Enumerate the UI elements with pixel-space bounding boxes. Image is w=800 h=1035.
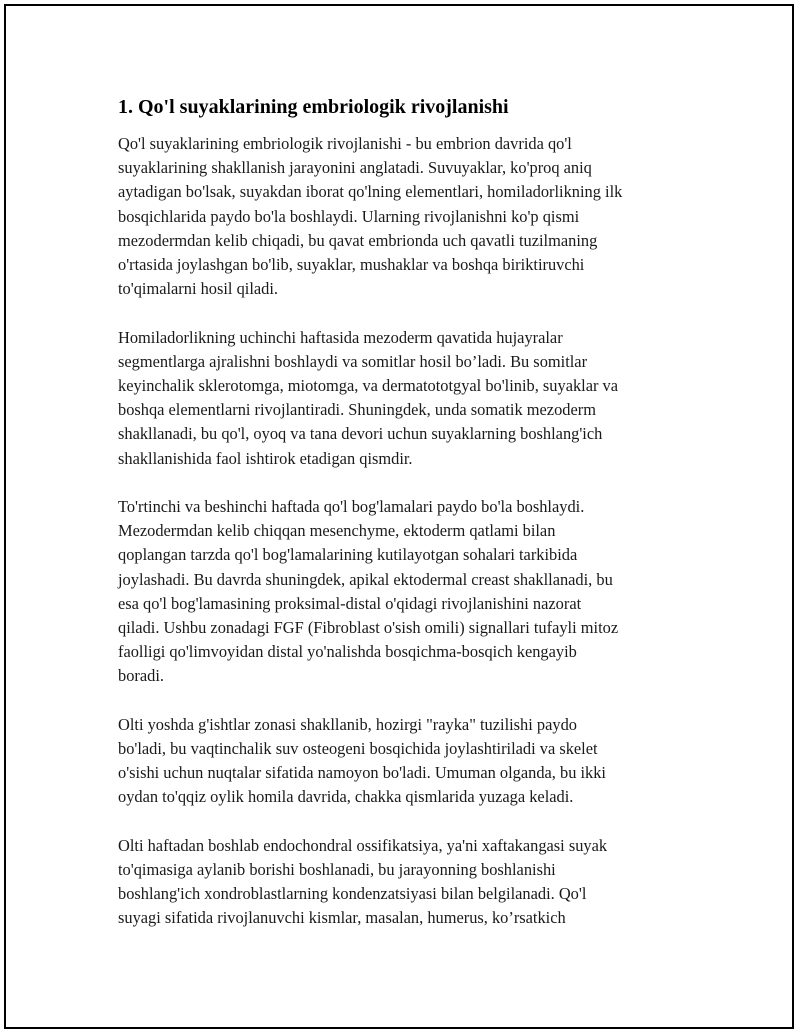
- text-line: qoplangan tarzda qo'l bog'lamalarining kutilayotgan sohalari tarkibida: [118, 545, 578, 565]
- text-line: keyinchalik sklerotomga, miotomga, va dermatototgyal bo'linib, suyaklar va: [118, 376, 619, 396]
- paragraph-3: [118, 495, 688, 689]
- text-line: to'qimasiga aylanib borishi boshlanadi, bu jarayonning boshlanishi: [118, 860, 556, 880]
- text-line: To'rtinchi va beshinchi haftada qo'l bog'lamalari paydo bo'la boshlaydi.: [118, 497, 585, 517]
- text-line: mezodermdan kelib chiqadi, bu qavat embrionda uch qavatli tuzilmaning: [118, 230, 598, 250]
- text-line: aytadigan bo'lsak, suyakdan iborat qo'lning elementlari, homiladorlikning ilk: [118, 182, 623, 202]
- text-line: bosqichlarida paydo bo'la boshlaydi. Ularning rivojlanishni ko'p qismi: [118, 206, 580, 226]
- section-heading: 1. Qo'l suyaklarining embriologik rivojlanishi: [118, 96, 509, 118]
- text-line: joylashadi. Bu davrda shuningdek, apikal ektodermal creast shakllanadi, bu: [118, 569, 613, 589]
- text-line: oydan to'qqiz oylik homila davrida, chakka qismlarida yuzaga keladi.: [118, 787, 574, 807]
- text-line: boradi.: [118, 666, 164, 686]
- paragraph-4: [118, 713, 688, 810]
- text-line: Qo'l suyaklarining embriologik rivojlanishi - bu embrion davrida qo'l: [118, 134, 572, 153]
- text-line: esa qo'l bog'lamasining proksimal-distal o'qidagi rivojlanishini nazorat: [118, 593, 582, 613]
- text-line: shakllanishida faol ishtirok etadigan qismdir.: [118, 448, 413, 468]
- text-line: boshlang'ich xondroblastlarning kondenzatsiyasi bilan belgilanadi. Qo'l: [118, 884, 587, 904]
- text-line: Olti haftadan boshlab endochondral ossifikatsiya, ya'ni xaftakangasi suyak: [118, 835, 608, 855]
- text-line: Mezodermdan kelib chiqqan mesenchyme, ektoderm qatlami bilan: [118, 521, 556, 541]
- paragraph-2: [118, 326, 688, 471]
- text-line: bo'ladi, bu vaqtinchalik suv osteogeni bosqichida joylashtiriladi va skelet: [118, 739, 598, 759]
- text-line: suyaklarining shakllanish jarayonini anglatadi. Suvuyaklar, ko'proq aniq: [118, 158, 592, 178]
- paragraph-5: [118, 834, 688, 931]
- text-line: Olti yoshda g'ishtlar zonasi shakllanib, hozirgi "rayka" tuzilishi paydo: [118, 714, 577, 734]
- text-line: qiladi. Ushbu zonadagi FGF (Fibroblast o'sish omili) signallari tufayli mitoz: [118, 618, 619, 638]
- text-line: Homiladorlikning uchinchi haftasida mezoderm qavatida hujayralar: [118, 327, 563, 347]
- text-line: boshqa elementlarni rivojlantiradi. Shuningdek, unda somatik mezoderm: [118, 400, 596, 420]
- text-line: segmentlarga ajralishni boshlaydi va somitlar hosil bo’ladi. Bu somitlar: [118, 351, 588, 371]
- text-line: o'sishi uchun nuqtalar sifatida namoyon bo'ladi. Umuman olganda, bu ikki: [118, 763, 606, 783]
- document-content: [118, 94, 688, 955]
- text-line: suyagi sifatida rivojlanuvchi kismlar, masalan, humerus, ko’rsatkich: [118, 908, 566, 928]
- text-line: faolligi qo'limvoyidan distal yo'nalishda bosqichma-bosqich kengayib: [118, 642, 577, 662]
- text-line: shakllanadi, bu qo'l, oyoq va tana devori uchun suyaklarning boshlang'ich: [118, 424, 603, 444]
- text-line: to'qimalarni hosil qiladi.: [118, 279, 279, 299]
- text-line: o'rtasida joylashgan bo'lib, suyaklar, mushaklar va boshqa biriktiruvchi: [118, 255, 585, 275]
- paragraph-1: [118, 132, 688, 301]
